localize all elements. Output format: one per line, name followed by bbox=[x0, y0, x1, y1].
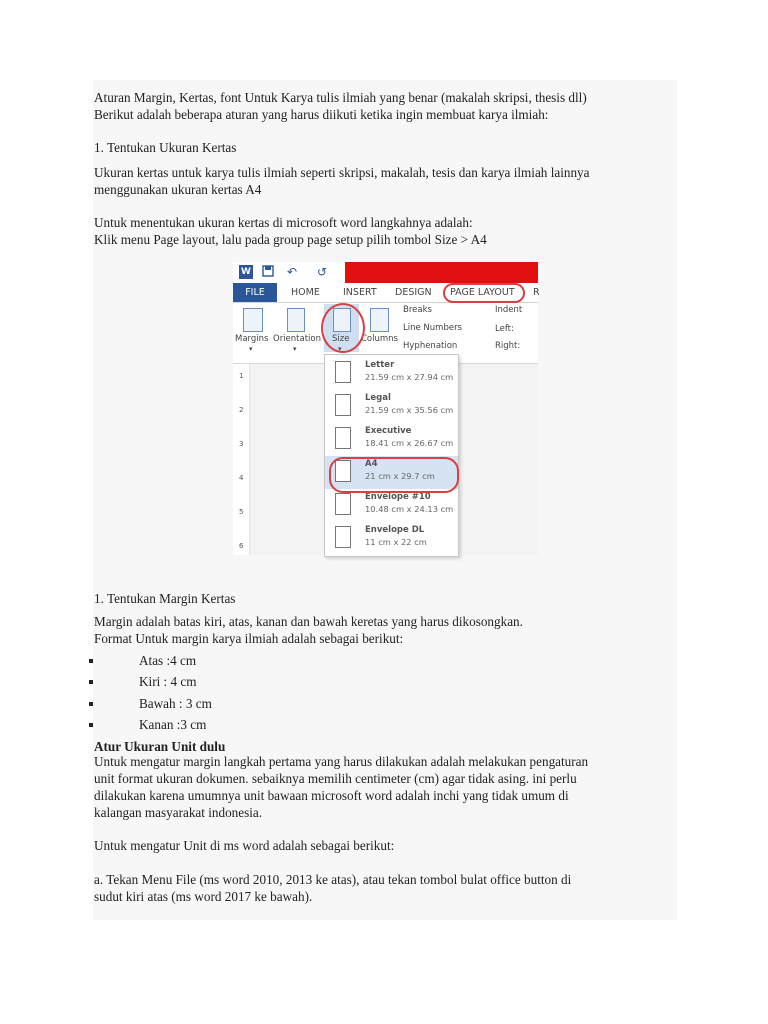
paper-size-name: Letter bbox=[365, 360, 395, 370]
paper-size-name: Legal bbox=[365, 393, 391, 403]
paper-size-name: Executive bbox=[365, 426, 412, 436]
paper-size-envelope-dl[interactable] bbox=[325, 522, 458, 555]
paper-size-legal[interactable] bbox=[325, 390, 458, 423]
step-a-line-2: sudut kiri atas (ms word 2017 ke bawah). bbox=[94, 889, 313, 904]
margins-chevron-icon: ▾ bbox=[249, 345, 253, 353]
a4-highlight-ring bbox=[329, 457, 459, 493]
ruler-mark: 5 bbox=[239, 508, 244, 516]
bullet-left: Kiri : 4 cm bbox=[139, 674, 197, 689]
orientation-chevron-icon: ▾ bbox=[293, 345, 297, 353]
paper-size-envelope-10[interactable] bbox=[325, 489, 458, 522]
paper-size-letter[interactable] bbox=[325, 357, 458, 390]
paper-size-dimensions: 21.59 cm x 35.56 cm bbox=[365, 405, 454, 415]
ruler-mark: 3 bbox=[239, 440, 244, 448]
tab-page-layout[interactable]: PAGE LAYOUT bbox=[450, 287, 515, 298]
vertical-ruler bbox=[233, 364, 250, 555]
orientation-label[interactable]: Orientation bbox=[273, 334, 321, 344]
bullet-icon bbox=[89, 723, 93, 727]
ruler-mark: 2 bbox=[239, 406, 244, 414]
page-icon bbox=[335, 394, 351, 416]
size-chevron-icon: ▾ bbox=[338, 345, 342, 353]
page-icon bbox=[335, 493, 351, 515]
word-steps-line-1: Untuk menentukan ukuran kertas di microsoft word langkahnya adalah: bbox=[94, 215, 473, 230]
bullet-bottom: Bawah : 3 cm bbox=[139, 696, 212, 711]
unit-line-3: dilakukan karena umumnya unit bawaan microsoft word adalah inchi yang tidak umum di bbox=[94, 788, 569, 803]
paper-size-line-1: Ukuran kertas untuk karya tulis ilmiah seperti skripsi, makalah, tesis dan karya ilmiah lainnya bbox=[94, 165, 590, 180]
bullet-icon bbox=[89, 659, 93, 663]
paper-size-executive[interactable] bbox=[325, 423, 458, 456]
margin-line-2: Format Untuk margin karya ilmiah adalah sebagai berikut: bbox=[94, 631, 404, 646]
paper-size-line-2: menggunakan ukuran kertas A4 bbox=[94, 182, 262, 197]
indent-right-label[interactable]: Right: bbox=[495, 341, 521, 351]
ruler-mark: 4 bbox=[239, 474, 244, 482]
hyphenation-label[interactable]: Hyphenation bbox=[403, 341, 458, 351]
subheading-unit: Atur Ukuran Unit dulu bbox=[94, 739, 226, 754]
undo-icon: ↶ bbox=[286, 265, 298, 279]
margins-label[interactable]: Margins bbox=[235, 334, 269, 344]
tab-file[interactable]: FILE bbox=[233, 283, 277, 302]
indent-label: Indent bbox=[495, 305, 523, 315]
line-numbers-label[interactable]: Line Numbers bbox=[403, 323, 462, 333]
bullet-top: Atas :4 cm bbox=[139, 653, 197, 668]
tab-design[interactable]: DESIGN bbox=[395, 287, 432, 298]
step-a-line-1: a. Tekan Menu File (ms word 2010, 2013 ke atas), atau tekan tombol bulat office button di bbox=[94, 872, 572, 887]
unit-line-2: unit format ukuran dokumen. sebaiknya memilih centimeter (cm) agar tidak asing. ini perlu bbox=[94, 771, 577, 786]
page-icon bbox=[335, 526, 351, 548]
orientation-icon[interactable] bbox=[287, 308, 305, 332]
tab-insert[interactable]: INSERT bbox=[343, 287, 377, 298]
bullet-right: Kanan :3 cm bbox=[139, 717, 207, 732]
margins-icon[interactable] bbox=[243, 308, 263, 332]
columns-icon[interactable] bbox=[370, 308, 389, 332]
heading-paper-size: 1. Tentukan Ukuran Kertas bbox=[94, 140, 237, 155]
paper-size-name: Envelope DL bbox=[365, 525, 425, 535]
ruler-mark: 1 bbox=[239, 372, 244, 380]
intro-line-2: Berikut adalah beberapa aturan yang harus diikuti ketika ingin membuat karya ilmiah: bbox=[94, 107, 549, 122]
redo-icon: ↺ bbox=[316, 265, 328, 279]
size-highlight-ring bbox=[321, 303, 365, 353]
ruler-mark: 6 bbox=[239, 542, 244, 550]
page-icon bbox=[335, 427, 351, 449]
paper-size-name: Envelope #10 bbox=[365, 492, 431, 502]
paper-size-dimensions: 10.48 cm x 24.13 cm bbox=[365, 504, 454, 514]
quick-access-toolbar bbox=[233, 262, 538, 283]
ribbon-tabs bbox=[233, 283, 538, 303]
breaks-label[interactable]: Breaks bbox=[403, 305, 432, 315]
paper-size-dropdown bbox=[324, 354, 459, 557]
paper-size-dimensions: 21.59 cm x 27.94 cm bbox=[365, 372, 454, 382]
save-icon bbox=[261, 265, 275, 279]
tab-home[interactable]: HOME bbox=[291, 287, 320, 298]
title-bar-red bbox=[345, 262, 538, 283]
margin-line-1: Margin adalah batas kiri, atas, kanan dan bawah keretas yang harus dikosongkan. bbox=[94, 614, 523, 629]
intro-line-1: Aturan Margin, Kertas, font Untuk Karya tulis ilmiah yang benar (makalah skripsi, thesis dll) bbox=[94, 90, 587, 105]
paper-size-dimensions: 18.41 cm x 26.67 cm bbox=[365, 438, 454, 448]
word-steps-line-2: Klik menu Page layout, lalu pada group page setup pilih tombol Size > A4 bbox=[94, 232, 487, 247]
unit-line-4: kalangan masyarakat indonesia. bbox=[94, 805, 263, 820]
indent-left-label[interactable]: Left: bbox=[495, 324, 514, 334]
page-layout-highlight-ring bbox=[443, 283, 525, 303]
paper-size-dimensions: 11 cm x 22 cm bbox=[365, 537, 427, 547]
word-screenshot bbox=[233, 262, 538, 555]
paper-size-name: A4 bbox=[365, 459, 378, 469]
ms-word-unit-line: Untuk mengatur Unit di ms word adalah sebagai berikut: bbox=[94, 838, 395, 853]
page-icon bbox=[335, 361, 351, 383]
bullet-icon bbox=[89, 680, 93, 684]
paper-size-dimensions: 21 cm x 29.7 cm bbox=[365, 471, 435, 481]
word-logo-icon: W bbox=[239, 265, 253, 279]
columns-label[interactable]: Columns bbox=[361, 334, 398, 344]
bullet-icon bbox=[89, 702, 93, 706]
tab-references[interactable]: R bbox=[533, 287, 540, 298]
heading-margin: 1. Tentukan Margin Kertas bbox=[94, 591, 236, 606]
size-label[interactable]: Size bbox=[332, 334, 350, 344]
unit-line-1: Untuk mengatur margin langkah pertama yang harus dilakukan adalah melakukan pengaturan bbox=[94, 754, 589, 769]
